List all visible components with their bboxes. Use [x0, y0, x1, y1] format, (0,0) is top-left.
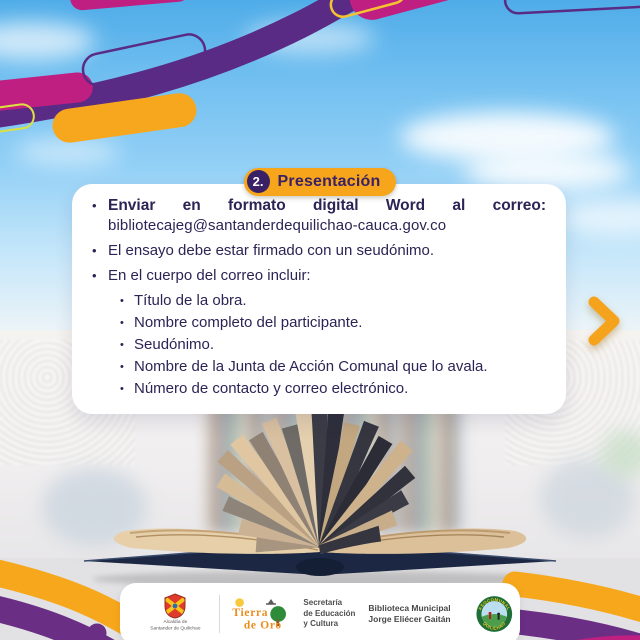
secretaria-label [303, 598, 357, 629]
body-intro: En el cuerpo del correo incluir: [108, 267, 311, 284]
bullet-dot-icon: • [120, 383, 124, 395]
sub-bullet-item [120, 314, 548, 332]
tierra-text-line1: Tierra [232, 607, 269, 620]
bullet-dot-icon: • [120, 317, 124, 329]
alcaldia-shield-icon [164, 593, 186, 619]
bullet-dot-icon: • [120, 295, 124, 307]
badge-number: 2. [247, 170, 270, 193]
send-instruction-bold: Enviar en formato digital Word al correo: [108, 197, 546, 214]
bullet-dot-icon: • [120, 339, 124, 351]
chair-blur [42, 468, 147, 546]
presentation-badge [244, 168, 397, 196]
sub-bullet-item [120, 292, 548, 310]
tierra-text-line2: de Oro [243, 619, 282, 632]
asocomunal-top-text: ASOCOMUNAL [477, 597, 512, 611]
badge-label: Presentación [277, 172, 381, 190]
sub-bullet-item [120, 336, 548, 354]
logo-divider [219, 595, 220, 633]
email-text: bibliotecajeg@santanderdequilichao-cauca.gov.co [108, 217, 447, 234]
alcaldia-caption [150, 619, 200, 632]
sub-bullet-text: Seudónimo. [134, 336, 215, 353]
secretaria-line1: Secretaría [303, 598, 343, 608]
sub-bullet-text: Nombre de la Junta de Acción Comunal que lo avala. [134, 358, 488, 375]
sun-icon [235, 598, 244, 607]
bullet-dot-icon: • [92, 268, 97, 283]
sub-bullet-text: Título de la obra. [134, 292, 247, 309]
alcaldia-caption-line1: Alcaldía de [163, 619, 187, 625]
alcaldia-logo [142, 593, 208, 635]
biblioteca-label [368, 603, 464, 626]
sub-bullet-text: Número de contacto y correo electrónico. [134, 380, 409, 397]
bullet-dot-icon: • [92, 198, 97, 213]
tierra-de-oro-logo [231, 590, 292, 638]
bookshelf-blur [208, 398, 463, 533]
bullet-item [92, 197, 548, 235]
alcaldia-caption-line2: Santander de Quilichao [149, 626, 201, 631]
footer-bar [120, 583, 520, 640]
info-card [72, 184, 566, 414]
next-arrow-icon[interactable] [585, 294, 623, 348]
bullet-dot-icon: • [120, 361, 124, 373]
bullet-dot-icon: • [92, 243, 97, 258]
sub-bullet-item [120, 380, 548, 398]
biblioteca-line2: Jorge Eliécer Gaitán [368, 614, 451, 624]
cloud [15, 138, 120, 166]
secretaria-line2: de Educación [303, 608, 356, 618]
badge-wrapper [0, 168, 640, 196]
church-icon [266, 599, 276, 605]
bullet-item [92, 267, 548, 285]
bullet-item [92, 242, 548, 260]
sub-bullet-text: Nombre completo del participante. [134, 314, 363, 331]
secretaria-line3: y Cultura [303, 619, 339, 629]
asocomunal-bottom-text: QUILICHAO [482, 620, 507, 631]
pseudonym-rule: El ensayo debe estar firmado con un seudónimo. [108, 242, 435, 259]
biblioteca-line1: Biblioteca Municipal [368, 602, 451, 613]
cloud [245, 22, 375, 54]
asocomunal-seal [475, 587, 514, 640]
send-instruction [108, 197, 546, 235]
sub-bullet-item [120, 358, 548, 376]
